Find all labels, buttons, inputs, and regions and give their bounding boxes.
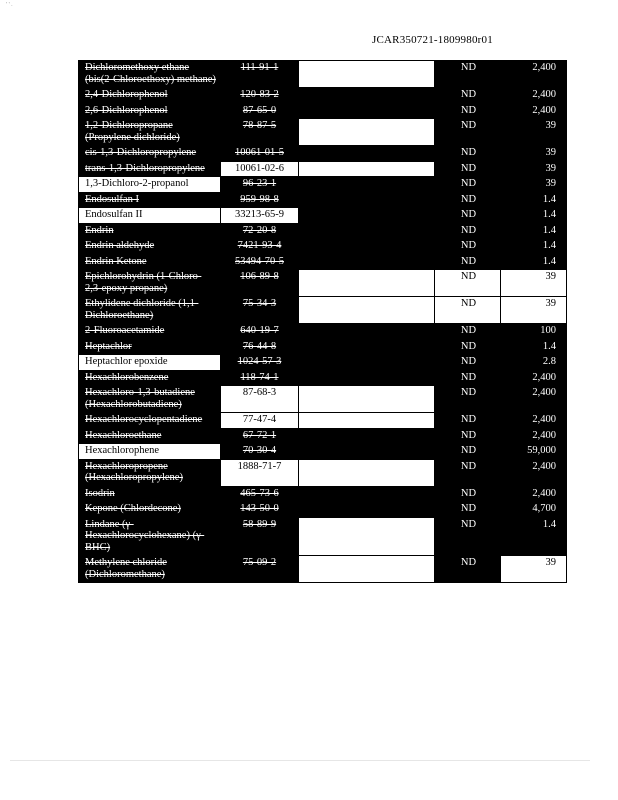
table-row bbox=[79, 177, 567, 193]
constituent-name-text: Endrin bbox=[85, 224, 114, 236]
cas-number-text: 58-89-9 bbox=[242, 518, 277, 530]
table-row bbox=[79, 297, 567, 324]
table-row bbox=[79, 370, 567, 386]
detection-text: ND bbox=[460, 178, 477, 189]
cas-number-cell bbox=[221, 223, 299, 239]
constituent-name-text: Heptachlor epoxide bbox=[85, 356, 168, 367]
constituent-name-text: Hexachloroethane bbox=[85, 429, 162, 441]
table-row bbox=[79, 428, 567, 444]
cas-number-text: 78-87-5 bbox=[242, 120, 277, 131]
detection-cell bbox=[435, 556, 501, 583]
cas-number-cell bbox=[221, 502, 299, 518]
table-row bbox=[79, 502, 567, 518]
cas-number-text: 75-09-2 bbox=[242, 557, 277, 568]
table-row bbox=[79, 192, 567, 208]
constituent-name-cell bbox=[79, 339, 221, 355]
cas-number-text: 120-83-2 bbox=[240, 89, 279, 100]
limit-value-cell bbox=[501, 223, 567, 239]
cas-number-cell bbox=[221, 61, 299, 88]
detection-cell bbox=[435, 370, 501, 386]
constituent-name-text: Endrin Ketone bbox=[85, 255, 147, 267]
detection-text: ND bbox=[460, 193, 477, 205]
cas-number-cell bbox=[221, 177, 299, 193]
detection-cell bbox=[435, 459, 501, 486]
constituent-name-text: Hexachlorophene bbox=[85, 445, 160, 456]
constituent-name-cell bbox=[79, 61, 221, 88]
constituent-name-text: Hexachlorocyclopentadiene bbox=[85, 414, 203, 425]
table-row bbox=[79, 223, 567, 239]
scan-corner-mark: ' ' . bbox=[6, 2, 13, 8]
detection-cell bbox=[435, 177, 501, 193]
constituent-name-text: 1,3-Dichloro-2-propanol bbox=[85, 178, 189, 189]
cas-number-cell bbox=[221, 88, 299, 104]
cas-number-text: 1024-57-3 bbox=[237, 356, 282, 367]
constituent-name-cell bbox=[79, 239, 221, 255]
table-row bbox=[79, 146, 567, 162]
table-row bbox=[79, 239, 567, 255]
detection-text: ND bbox=[460, 325, 477, 336]
detection-cell bbox=[435, 161, 501, 177]
limit-value-text: 2,400 bbox=[532, 387, 556, 398]
detection-text: ND bbox=[460, 460, 477, 472]
detection-text: ND bbox=[460, 487, 477, 499]
constituent-name-cell bbox=[79, 208, 221, 224]
limit-value-text: 2,400 bbox=[532, 414, 556, 425]
detection-text: ND bbox=[460, 298, 477, 309]
cas-number-text: 10061-01-5 bbox=[235, 147, 284, 158]
limit-value-text: 1.4 bbox=[542, 255, 556, 267]
table-row bbox=[79, 444, 567, 460]
limit-value-cell bbox=[501, 444, 567, 460]
detection-text: ND bbox=[460, 209, 477, 220]
constituent-name-cell bbox=[79, 297, 221, 324]
cas-number-cell bbox=[221, 103, 299, 119]
blank-cell bbox=[299, 339, 435, 355]
cas-number-text: 118-74-1 bbox=[240, 371, 279, 383]
document-id: JCAR350721-1809980r01 bbox=[372, 34, 493, 46]
cas-number-cell bbox=[221, 413, 299, 429]
limit-value-cell bbox=[501, 517, 567, 556]
limit-value-text: 39 bbox=[545, 120, 556, 131]
blank-cell bbox=[299, 88, 435, 104]
blank-cell bbox=[299, 502, 435, 518]
cas-number-cell bbox=[221, 239, 299, 255]
limit-value-text: 1.4 bbox=[542, 224, 556, 236]
cas-number-text: 7421-93-4 bbox=[237, 240, 282, 251]
limit-value-cell bbox=[501, 103, 567, 119]
limit-value-text: 39 bbox=[545, 178, 556, 189]
detection-cell bbox=[435, 517, 501, 556]
limit-value-text: 1.4 bbox=[542, 193, 556, 205]
blank-cell bbox=[299, 208, 435, 224]
detection-cell bbox=[435, 192, 501, 208]
detection-cell bbox=[435, 502, 501, 518]
detection-text: ND bbox=[460, 557, 477, 568]
cas-number-cell bbox=[221, 355, 299, 371]
blank-cell bbox=[299, 270, 435, 297]
detection-cell bbox=[435, 444, 501, 460]
cas-number-cell bbox=[221, 146, 299, 162]
constituent-name-text: Ethylidene dichloride (1,1-Dichloroethane) bbox=[85, 298, 199, 321]
limit-value-text: 39 bbox=[545, 147, 556, 158]
blank-cell bbox=[299, 517, 435, 556]
limit-value-cell bbox=[501, 459, 567, 486]
constituent-name-text: Hexachloropropene (Hexachloropropylene) bbox=[85, 460, 183, 483]
limit-value-cell bbox=[501, 355, 567, 371]
limit-value-cell bbox=[501, 146, 567, 162]
cas-number-cell bbox=[221, 270, 299, 297]
blank-cell bbox=[299, 254, 435, 270]
blank-cell bbox=[299, 444, 435, 460]
table-row bbox=[79, 339, 567, 355]
limit-value-text: 2,400 bbox=[532, 487, 556, 499]
table-row bbox=[79, 324, 567, 340]
cas-number-cell bbox=[221, 556, 299, 583]
constituent-name-cell bbox=[79, 146, 221, 162]
cas-number-text: 87-65-0 bbox=[242, 104, 277, 116]
detection-text: ND bbox=[460, 429, 477, 441]
constituent-name-text: Hexachloro-1,3-butadiene (Hexachlorobutadiene) bbox=[85, 387, 195, 410]
cas-number-cell bbox=[221, 459, 299, 486]
cas-number-text: 70-30-4 bbox=[242, 445, 277, 456]
table-row bbox=[79, 119, 567, 146]
constituent-name-cell bbox=[79, 119, 221, 146]
limit-value-cell bbox=[501, 270, 567, 297]
constituent-name-cell bbox=[79, 88, 221, 104]
constituent-name-cell bbox=[79, 444, 221, 460]
limit-value-cell bbox=[501, 239, 567, 255]
blank-cell bbox=[299, 370, 435, 386]
limit-value-text: 2,400 bbox=[532, 429, 556, 441]
table-row bbox=[79, 413, 567, 429]
detection-cell bbox=[435, 339, 501, 355]
blank-cell bbox=[299, 146, 435, 162]
limit-value-cell bbox=[501, 297, 567, 324]
constituent-name-cell bbox=[79, 413, 221, 429]
detection-text: ND bbox=[460, 120, 477, 131]
limit-value-text: 4,700 bbox=[532, 503, 556, 514]
detection-cell bbox=[435, 254, 501, 270]
constituent-name-text: Endrin aldehyde bbox=[85, 240, 155, 251]
table-row bbox=[79, 556, 567, 583]
table-row bbox=[79, 517, 567, 556]
blank-cell bbox=[299, 192, 435, 208]
page-bottom-rule bbox=[10, 760, 590, 761]
constituent-name-text: Hexachlorobenzene bbox=[85, 371, 169, 383]
cas-number-cell bbox=[221, 386, 299, 413]
limit-value-text: 2,400 bbox=[532, 460, 556, 472]
blank-cell bbox=[299, 556, 435, 583]
constituent-name-cell bbox=[79, 556, 221, 583]
detection-cell bbox=[435, 297, 501, 324]
constituent-name-cell bbox=[79, 161, 221, 177]
constituent-name-text: Methylene chloride (Dichloromethane) bbox=[85, 557, 167, 580]
blank-cell bbox=[299, 486, 435, 502]
table-row bbox=[79, 61, 567, 88]
blank-cell bbox=[299, 119, 435, 146]
cas-number-text: 87-68-3 bbox=[242, 387, 277, 398]
constituent-name-text: 2,4-Dichlorophenol bbox=[85, 89, 168, 100]
constituent-name-cell bbox=[79, 355, 221, 371]
detection-text: ND bbox=[460, 224, 477, 236]
limit-value-text: 100 bbox=[540, 325, 556, 336]
cas-number-text: 10061-02-6 bbox=[235, 162, 284, 174]
table-row bbox=[79, 386, 567, 413]
limit-value-cell bbox=[501, 324, 567, 340]
cas-number-text: 640-19-7 bbox=[240, 325, 279, 336]
limit-value-cell bbox=[501, 339, 567, 355]
constituent-name-text: Endosulfan I bbox=[85, 193, 139, 205]
detection-text: ND bbox=[460, 356, 477, 367]
constituent-name-text: Dichloromethoxy ethane (bis(2-Chloroethoxy) methane) bbox=[85, 62, 216, 85]
cas-number-text: 96-23-1 bbox=[242, 178, 277, 189]
constituent-name-cell bbox=[79, 459, 221, 486]
constituent-name-cell bbox=[79, 270, 221, 297]
detection-cell bbox=[435, 223, 501, 239]
limit-value-cell bbox=[501, 61, 567, 88]
limit-value-text: 39 bbox=[545, 298, 556, 309]
blank-cell bbox=[299, 324, 435, 340]
detection-cell bbox=[435, 355, 501, 371]
constituent-name-cell bbox=[79, 223, 221, 239]
cas-number-text: 465-73-6 bbox=[240, 487, 279, 499]
table-row bbox=[79, 486, 567, 502]
blank-cell bbox=[299, 386, 435, 413]
limit-value-cell bbox=[501, 177, 567, 193]
table-row bbox=[79, 459, 567, 486]
detection-cell bbox=[435, 324, 501, 340]
cas-number-text: 959-98-8 bbox=[240, 193, 279, 205]
limit-value-text: 39 bbox=[545, 557, 556, 568]
constituent-table bbox=[78, 60, 567, 583]
blank-cell bbox=[299, 161, 435, 177]
cas-number-text: 67-72-1 bbox=[242, 429, 277, 441]
table-row bbox=[79, 103, 567, 119]
limit-value-cell bbox=[501, 556, 567, 583]
table-row bbox=[79, 270, 567, 297]
blank-cell bbox=[299, 103, 435, 119]
limit-value-cell bbox=[501, 88, 567, 104]
limit-value-text: 39 bbox=[545, 162, 556, 174]
limit-value-cell bbox=[501, 192, 567, 208]
detection-cell bbox=[435, 428, 501, 444]
detection-cell bbox=[435, 239, 501, 255]
detection-text: ND bbox=[460, 147, 477, 158]
constituent-name-text: Kepone (Chlordecone) bbox=[85, 503, 181, 514]
limit-value-text: 2,400 bbox=[532, 104, 556, 116]
detection-text: ND bbox=[460, 104, 477, 116]
detection-text: ND bbox=[460, 162, 477, 174]
limit-value-text: 2.8 bbox=[542, 356, 556, 367]
blank-cell bbox=[299, 413, 435, 429]
constituent-name-cell bbox=[79, 386, 221, 413]
detection-text: ND bbox=[460, 371, 477, 383]
detection-text: ND bbox=[460, 445, 477, 456]
cas-number-cell bbox=[221, 486, 299, 502]
limit-value-cell bbox=[501, 208, 567, 224]
detection-text: ND bbox=[460, 387, 477, 398]
cas-number-cell bbox=[221, 444, 299, 460]
table-row bbox=[79, 208, 567, 224]
cas-number-cell bbox=[221, 161, 299, 177]
detection-text: ND bbox=[460, 271, 477, 282]
blank-cell bbox=[299, 297, 435, 324]
constituent-name-text: 2,6-Dichlorophenol bbox=[85, 104, 168, 116]
cas-number-text: 76-44-8 bbox=[242, 340, 277, 352]
constituent-name-cell bbox=[79, 103, 221, 119]
limit-value-cell bbox=[501, 428, 567, 444]
cas-number-text: 106-89-8 bbox=[240, 271, 279, 282]
cas-number-text: 53494-70-5 bbox=[235, 255, 284, 267]
cas-number-text: 77-47-4 bbox=[242, 414, 277, 425]
limit-value-cell bbox=[501, 486, 567, 502]
cas-number-cell bbox=[221, 339, 299, 355]
cas-number-text: 33213-65-9 bbox=[235, 209, 284, 220]
constituent-name-text: Lindane (γ-Hexachlorocyclohexane) (γ-BHC) bbox=[85, 518, 205, 553]
detection-text: ND bbox=[460, 89, 477, 100]
cas-number-cell bbox=[221, 428, 299, 444]
constituent-name-cell bbox=[79, 370, 221, 386]
constituent-name-text: 1,2-Dichloropropane (Propylene dichloride) bbox=[85, 120, 180, 143]
table-row bbox=[79, 355, 567, 371]
constituent-name-cell bbox=[79, 254, 221, 270]
detection-cell bbox=[435, 103, 501, 119]
blank-cell bbox=[299, 223, 435, 239]
blank-cell bbox=[299, 239, 435, 255]
limit-value-cell bbox=[501, 502, 567, 518]
detection-cell bbox=[435, 208, 501, 224]
blank-cell bbox=[299, 61, 435, 88]
detection-cell bbox=[435, 413, 501, 429]
blank-cell bbox=[299, 355, 435, 371]
limit-value-cell bbox=[501, 119, 567, 146]
cas-number-cell bbox=[221, 517, 299, 556]
constituent-name-text: cis-1,3-Dichloropropylene bbox=[85, 147, 197, 158]
limit-value-text: 2,400 bbox=[532, 89, 556, 100]
limit-value-text: 2,400 bbox=[532, 371, 556, 383]
constituent-name-text: Epichlorohydrin (1-Chloro-2,3-epoxy propane) bbox=[85, 271, 202, 294]
cas-number-cell bbox=[221, 208, 299, 224]
cas-number-text: 143-50-0 bbox=[240, 503, 279, 514]
cas-number-text: 75-34-3 bbox=[242, 298, 277, 309]
limit-value-cell bbox=[501, 413, 567, 429]
detection-cell bbox=[435, 88, 501, 104]
cas-number-cell bbox=[221, 192, 299, 208]
constituent-name-cell bbox=[79, 177, 221, 193]
limit-value-cell bbox=[501, 386, 567, 413]
cas-number-cell bbox=[221, 324, 299, 340]
detection-text: ND bbox=[460, 240, 477, 251]
detection-cell bbox=[435, 270, 501, 297]
detection-text: ND bbox=[460, 518, 477, 530]
constituent-name-cell bbox=[79, 192, 221, 208]
table-row bbox=[79, 88, 567, 104]
detection-text: ND bbox=[460, 255, 477, 267]
limit-value-text: 1.4 bbox=[542, 240, 556, 251]
limit-value-cell bbox=[501, 370, 567, 386]
cas-number-text: 1888-71-7 bbox=[237, 460, 282, 472]
limit-value-text: 1.4 bbox=[542, 209, 556, 220]
detection-text: ND bbox=[460, 414, 477, 425]
limit-value-cell bbox=[501, 254, 567, 270]
detection-cell bbox=[435, 61, 501, 88]
detection-text: ND bbox=[460, 503, 477, 514]
constituent-name-cell bbox=[79, 428, 221, 444]
cas-number-cell bbox=[221, 254, 299, 270]
detection-text: ND bbox=[460, 340, 477, 352]
limit-value-text: 1.4 bbox=[542, 518, 556, 530]
cas-number-cell bbox=[221, 119, 299, 146]
detection-cell bbox=[435, 486, 501, 502]
limit-value-text: 2,400 bbox=[532, 62, 556, 73]
constituent-name-cell bbox=[79, 324, 221, 340]
constituent-name-text: Heptachlor bbox=[85, 340, 132, 352]
limit-value-text: 59,000 bbox=[527, 445, 556, 456]
constituent-name-cell bbox=[79, 486, 221, 502]
constituent-name-text: trans-1,3-Dichloropropylene bbox=[85, 162, 205, 174]
constituent-name-text: 2-Fluoroacetamide bbox=[85, 325, 165, 336]
limit-value-text: 39 bbox=[545, 271, 556, 282]
detection-cell bbox=[435, 119, 501, 146]
constituent-name-text: Endosulfan II bbox=[85, 209, 143, 220]
detection-text: ND bbox=[460, 62, 477, 73]
cas-number-text: 72-20-8 bbox=[242, 224, 277, 236]
cas-number-cell bbox=[221, 370, 299, 386]
limit-value-cell bbox=[501, 161, 567, 177]
constituent-name-cell bbox=[79, 502, 221, 518]
table-row bbox=[79, 161, 567, 177]
blank-cell bbox=[299, 428, 435, 444]
limit-value-text: 1.4 bbox=[542, 340, 556, 352]
table-row bbox=[79, 254, 567, 270]
constituent-name-cell bbox=[79, 517, 221, 556]
constituent-table-body bbox=[79, 61, 567, 583]
blank-cell bbox=[299, 177, 435, 193]
detection-cell bbox=[435, 146, 501, 162]
cas-number-cell bbox=[221, 297, 299, 324]
cas-number-text: 111-91-1 bbox=[240, 62, 279, 73]
constituent-name-text: Isodrin bbox=[85, 487, 115, 499]
detection-cell bbox=[435, 386, 501, 413]
blank-cell bbox=[299, 459, 435, 486]
